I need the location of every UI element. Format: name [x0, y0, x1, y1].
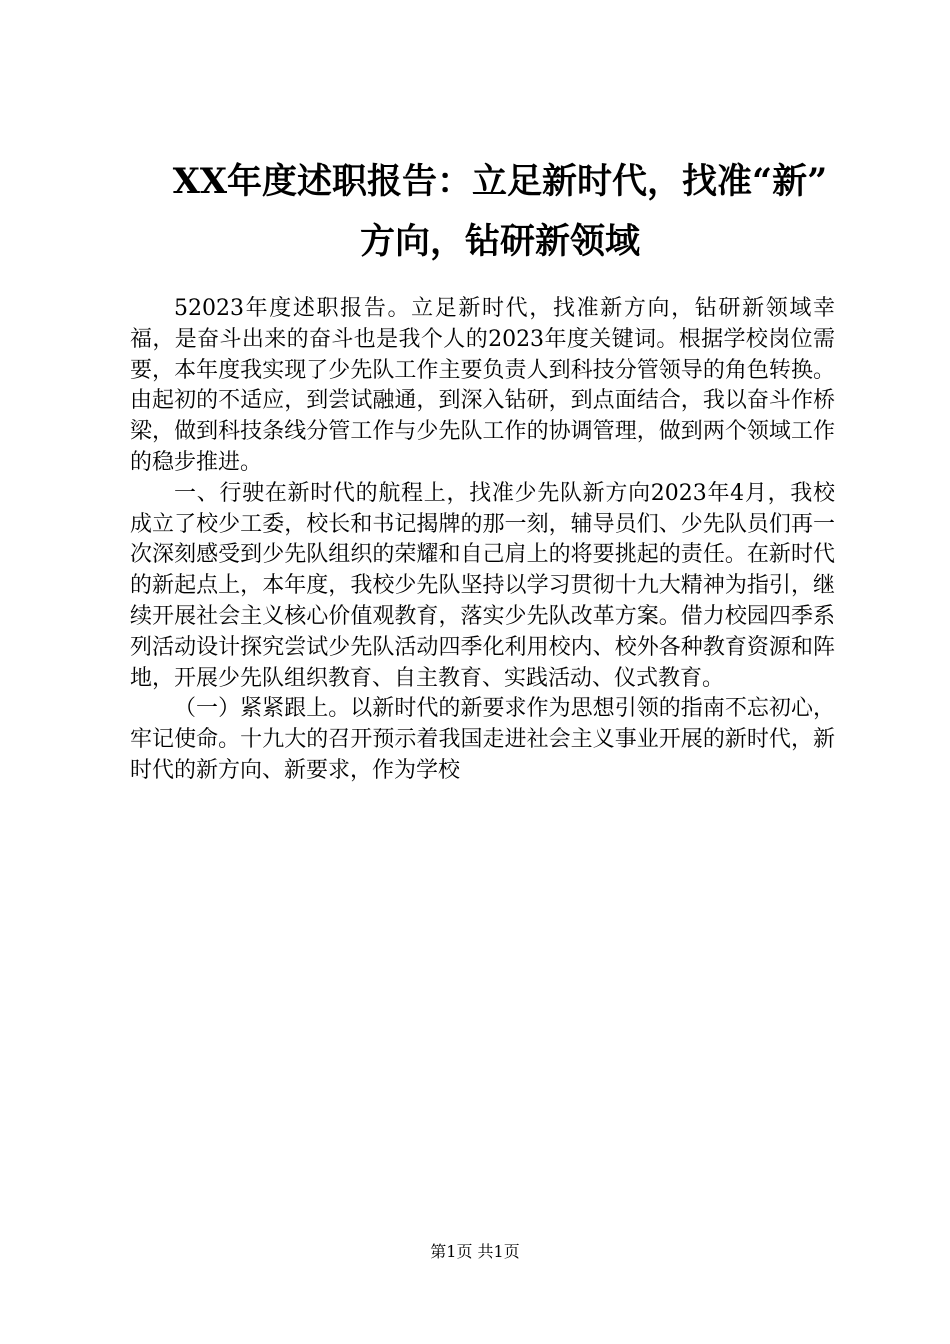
paragraph-1: 52023年度述职报告。立足新时代，找准新方向，钻研新领域幸福，是奋斗出来的奋斗也是我个人的2023年度关键词。根据学校岗位需要，本年度我实现了少先队工作主要负责人到科技分管领导的角色转换。由起初的不适应，到尝试融通，到深入钻研，到点面结合，我以奋斗作桥梁，做到科技条线分管工作与少先队工作的协调管理，做到两个领域工作的稳步推进。	[130, 296, 835, 475]
paragraph-3: （一）紧紧跟上。以新时代的新要求作为思想引领的指南不忘初心，牢记使命。十九大的召开预示着我国走进社会主义事业开展的新时代，新时代的新方向、新要求，作为学校	[130, 696, 835, 783]
document-body	[130, 294, 835, 787]
document-title-line-1: XX年度述职报告：立足新时代，找准“新”	[172, 161, 828, 202]
document-title-line-2: 方向，钻研新领域	[359, 221, 640, 262]
paragraph-2: 一、行驶在新时代的航程上，找准少先队新方向2023年4月，我校成立了校少工委，校长和书记揭牌的那一刻，辅导员们、少先队员们再一次深刻感受到少先队组织的荣耀和自己肩上的将要挑起的责任。在新时代的新起点上，本年度，我校少先队坚持以学习贯彻十九大精神为指引，继续开展社会主义核心价值观教育，落实少先队改革方案。借力校园四季系列活动设计探究尝试少先队活动四季化利用校内、校外各种教育资源和阵地，开展少先队组织教育、自主教育、实践活动、仪式教育。	[130, 480, 835, 691]
page-footer: 第1页 共1页	[430, 1242, 520, 1261]
